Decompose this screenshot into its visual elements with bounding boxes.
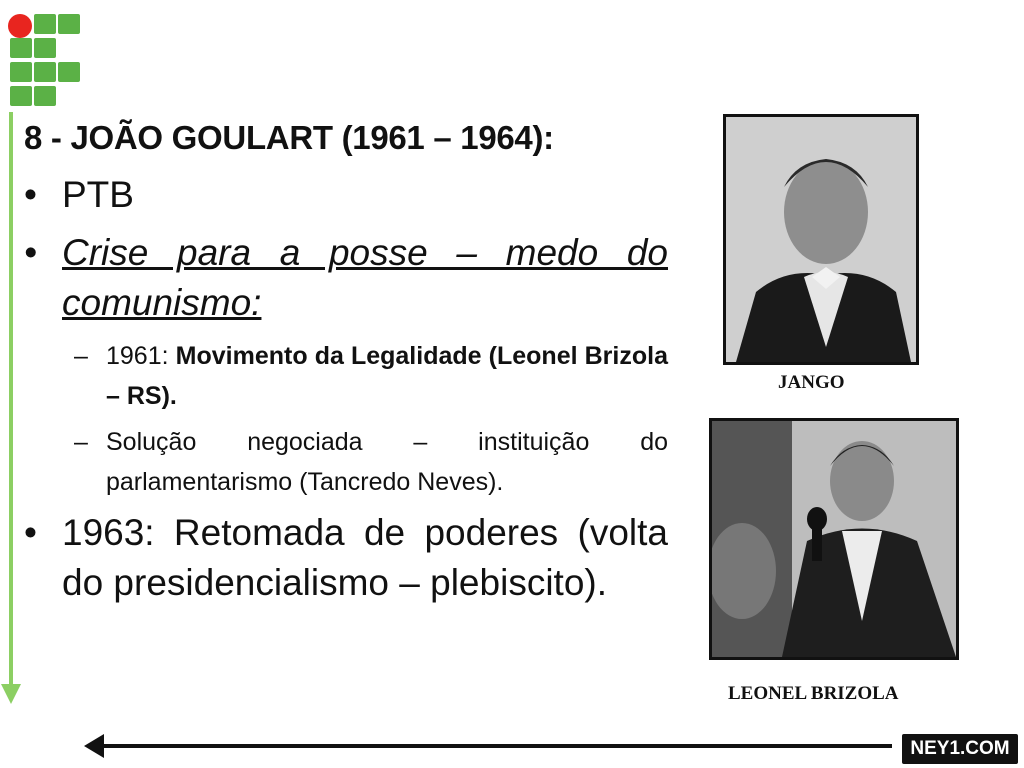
sub-bullet-item xyxy=(24,336,668,416)
sub-bullet-marker: – xyxy=(74,428,88,456)
portrait-photo-jango xyxy=(723,114,919,365)
bullet-marker: • xyxy=(24,512,37,553)
bullet-item xyxy=(24,228,668,328)
bullet-item xyxy=(24,508,668,608)
watermark-badge: NEY1.COM xyxy=(902,734,1018,764)
bullet-text: Crise para a posse – medo do comunismo: xyxy=(62,232,668,323)
vertical-arrow-line xyxy=(9,112,13,690)
photo-leonel-brizola xyxy=(709,418,959,660)
horizontal-arrow-line xyxy=(96,744,892,748)
portrait-silhouette xyxy=(726,117,916,362)
arrow-down-icon xyxy=(1,684,21,704)
caption-brizola: LEONEL BRIZOLA xyxy=(728,683,899,704)
bullet-marker: • xyxy=(24,174,37,215)
logo-red-dot xyxy=(8,14,32,38)
sub-bullet-text: Solução negociada – instituição do parlamentarismo (Tancredo Neves). xyxy=(106,428,668,496)
sub-bullet-item xyxy=(24,422,668,502)
photo-scene xyxy=(712,421,956,657)
slide-title: 8 - JOÃO GOULART (1961 – 1964): xyxy=(24,119,554,156)
bullet-marker: • xyxy=(24,232,37,273)
bullet-text: PTB xyxy=(62,174,134,215)
sub-bullet-bold-text: Movimento da Legalidade (Leonel Brizola – RS). xyxy=(106,342,668,410)
institution-logo xyxy=(8,14,82,106)
slide-content xyxy=(24,112,668,616)
caption-jango: JANGO xyxy=(778,372,845,393)
sub-bullet-prefix: 1961: xyxy=(106,342,176,370)
sub-bullet-marker: – xyxy=(74,342,88,370)
bullet-text: 1963: Retomada de poderes (volta do presidencialismo – plebiscito). xyxy=(62,512,668,603)
bullet-item xyxy=(24,170,668,220)
